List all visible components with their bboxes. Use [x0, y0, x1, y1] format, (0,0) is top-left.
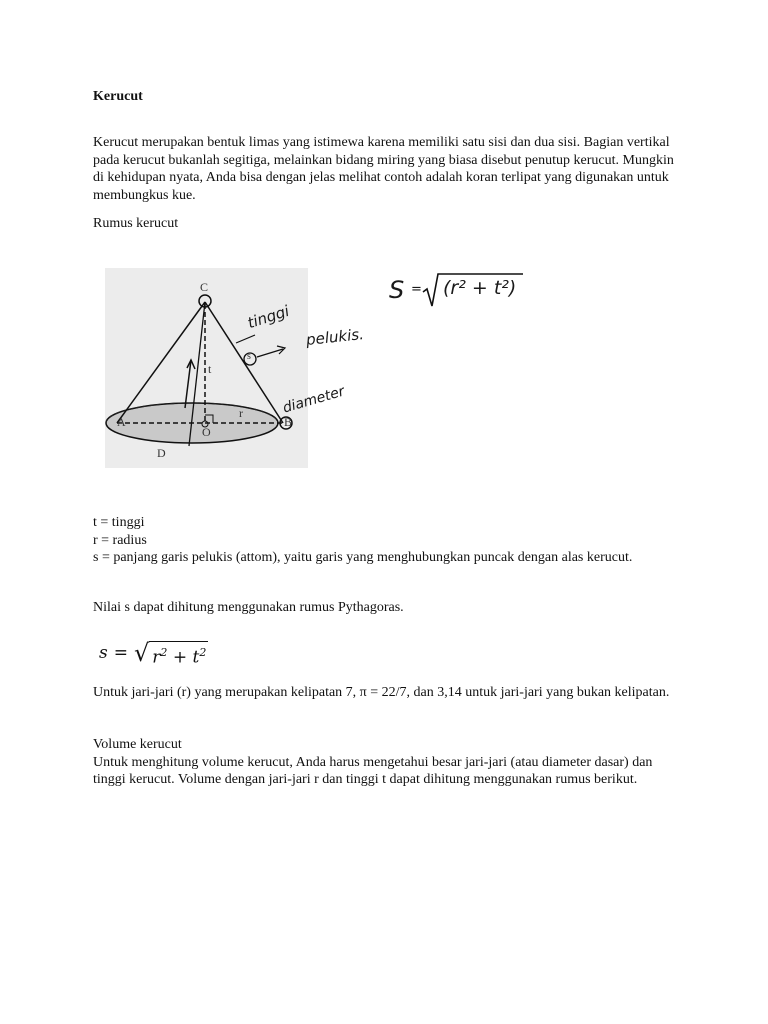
label-o: O [202, 425, 211, 439]
volume-heading: Volume kerucut [93, 737, 182, 752]
label-d: D [157, 446, 166, 460]
definitions-list [93, 514, 683, 567]
label-b: B [284, 415, 293, 429]
definition-s: s = panjang garis pelukis (attom), yaitu garis yang menghubungkan puncak dengan alas kerucut. [93, 550, 633, 565]
pelukis-pointer [257, 349, 283, 357]
formula-t-exp: 2 [199, 645, 207, 659]
tinggi-pointer [236, 335, 255, 343]
handwritten-formula [385, 270, 545, 310]
formula-eq: = [113, 643, 128, 663]
cone-figure [105, 268, 308, 468]
formula-t: t [192, 647, 200, 668]
pythagoras-text: Nilai s dapat dihitung menggunakan rumus Pythagoras. [93, 600, 404, 615]
note-diameter: diameter [281, 383, 347, 417]
sqrt-symbol: √ [133, 639, 150, 667]
definition-t: t = tinggi [93, 515, 145, 530]
hw-eq: = [411, 282, 422, 297]
label-s: s [247, 351, 251, 362]
pi-text: Untuk jari-jari (r) yang merupakan kelipatan 7, π = 22/7, dan 3,14 untuk jari-jari yang bukan kelipatan. [93, 685, 670, 700]
label-r: r [239, 406, 243, 420]
hw-body: (r² + t²) [443, 277, 517, 299]
volume-section [93, 736, 683, 789]
formula-plus: + [167, 647, 193, 668]
rumus-heading: Rumus kerucut [93, 216, 179, 231]
formula-r-exp: 2 [160, 645, 168, 659]
note-tinggi: tinggi [245, 301, 292, 333]
volume-text: Untuk menghitung volume kerucut, Anda harus mengetahui besar jari-jari (atau diameter dasar) dan tinggi kerucut. Volume dengan jari-jari r dan tinggi t dapat dihitung menggunakan rumus berikut. [93, 754, 653, 787]
label-c: C [200, 280, 209, 294]
label-t: t [208, 362, 212, 376]
formula-radicand [149, 641, 208, 668]
note-pelukis: pelukis. [305, 325, 365, 349]
label-a: A [117, 415, 126, 429]
formula-lhs: s [99, 643, 108, 663]
pythagoras-formula [99, 636, 208, 670]
hw-s: S [389, 276, 405, 304]
definition-r: r = radius [93, 532, 147, 548]
formula-r: r [152, 647, 161, 668]
page-title: Kerucut [93, 89, 143, 104]
intro-paragraph: Kerucut merupakan bentuk limas yang istimewa karena memiliki satu sisi dan dua sisi. Bagian vertikal pada kerucut bukanlah segitiga, melainkan bidang miring yang biasa disebut penutup kerucut. Mungkin di kehidupan nyata, Anda bisa dengan jelas melihat contoh adalah koran terlipat yang digunakan untuk membungkus kue. [93, 135, 674, 203]
